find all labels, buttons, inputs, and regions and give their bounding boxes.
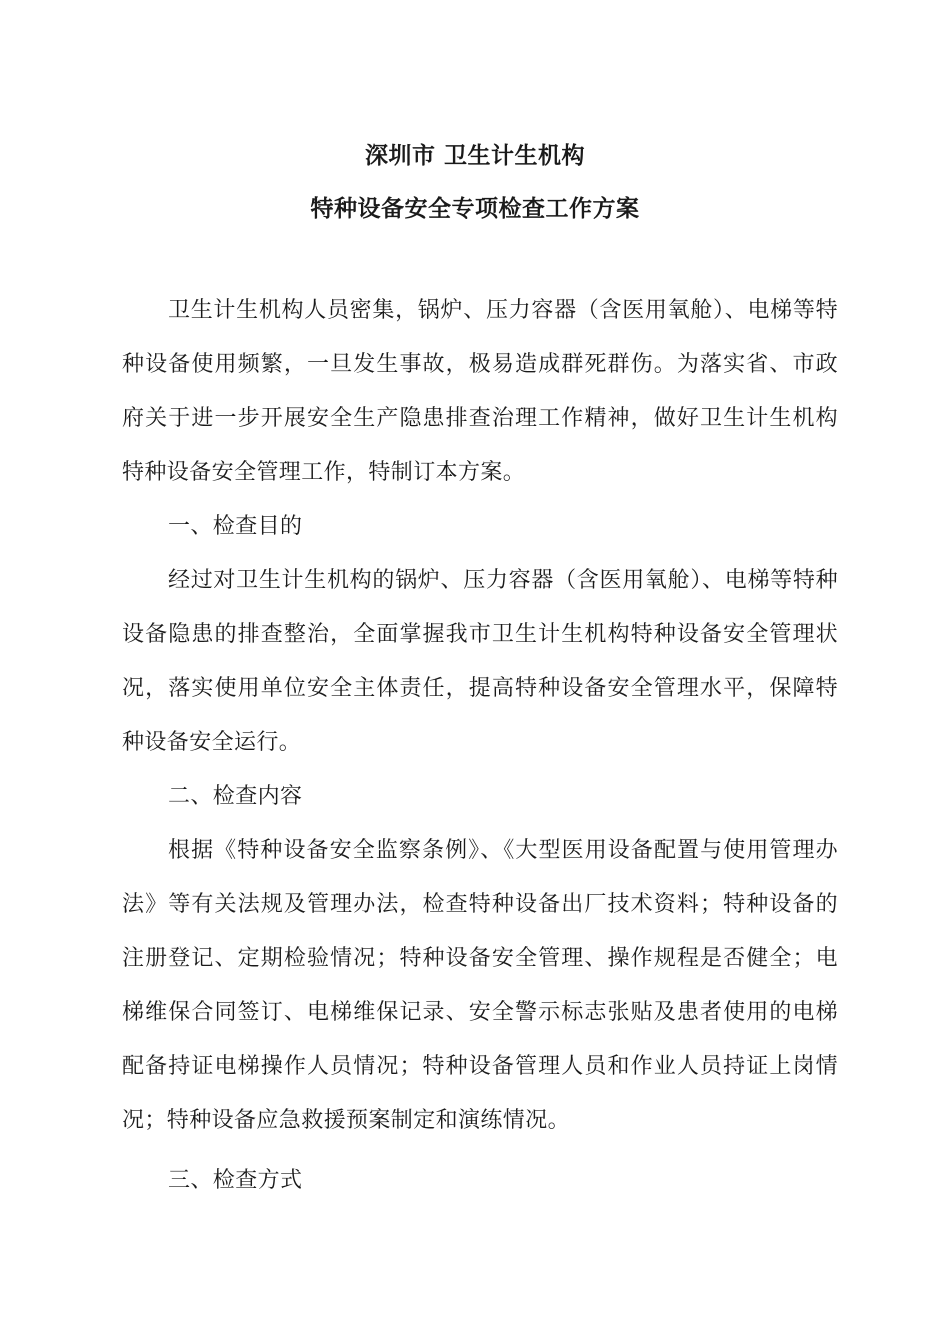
intro-paragraph: 卫生计生机构人员密集，锅炉、压力容器（含医用氧舱）、电梯等特种设备使用频繁，一旦发生事故，极易造成群死群伤。为落实省、市政府关于进一步开展安全生产隐患排查治理工作精神，做好卫生计生机构特种设备安全管理工作，特制订本方案。	[122, 298, 838, 485]
section1-paragraph: 经过对卫生计生机构的锅炉、压力容器（含医用氧舱）、电梯等特种设备隐患的排查整治，全面掌握我市卫生计生机构特种设备安全管理状况，落实使用单位安全主体责任，提高特种设备安全管理水平，保障特种设备安全运行。	[122, 568, 838, 755]
document-title-line2: 特种设备安全专项检查工作方案	[310, 196, 640, 222]
section2-heading: 二、检查内容	[168, 784, 303, 809]
document-body	[122, 284, 838, 1208]
section3-heading: 三、检查方式	[168, 1168, 303, 1193]
section1-heading: 一、检查目的	[168, 514, 303, 539]
document-title-line1: 深圳市 卫生计生机构	[364, 143, 585, 169]
section2-paragraph: 根据《特种设备安全监察条例》、《大型医用设备配置与使用管理办法》等有关法规及管理办法，检查特种设备出厂技术资料；特种设备的注册登记、定期检验情况；特种设备安全管理、操作规程是否健全；电梯维保合同签订、电梯维保记录、安全警示标志张贴及患者使用的电梯配备持证电梯操作人员情况；特种设备管理人员和作业人员持证上岗情况；特种设备应急救援预案制定和演练情况。	[122, 838, 838, 1133]
